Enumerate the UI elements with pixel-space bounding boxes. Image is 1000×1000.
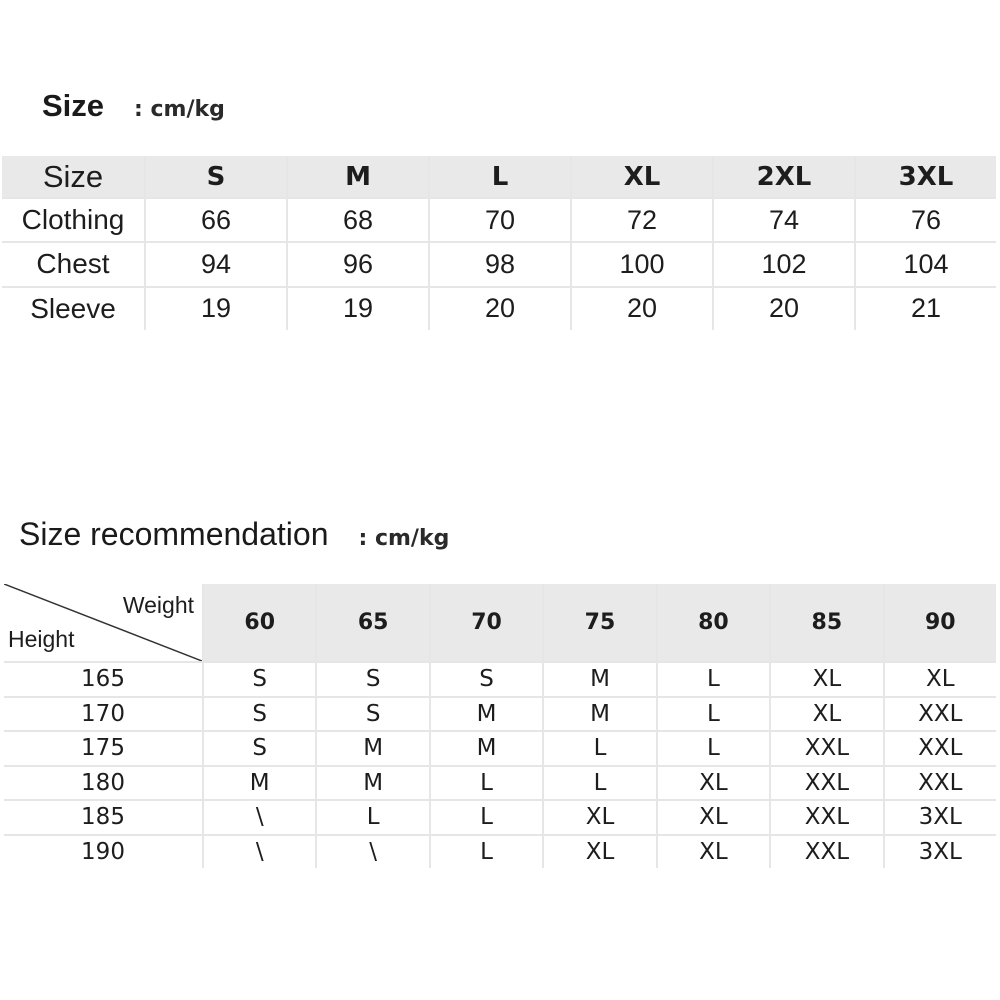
recommendation-cell: S [317,663,428,696]
recommendation-cell: L [544,767,655,800]
size-column-header: 3XL [856,156,996,197]
weight-column-header: 70 [431,584,542,661]
height-row-label: 175 [4,732,202,765]
recommendation-table [4,584,996,868]
recommendation-cell: L [544,732,655,765]
recommendation-heading-unit: : cm/kg [358,526,450,551]
size-table-cell: 72 [572,199,712,241]
recommendation-cell: S [204,663,315,696]
size-table [2,156,996,330]
recommendation-cell: M [317,732,428,765]
size-column-header: 2XL [714,156,854,197]
size-table-cell: 19 [146,288,286,330]
recommendation-cell: XXL [885,732,996,765]
recommendation-cell: XL [771,698,882,731]
recommendation-cell: S [431,663,542,696]
recommendation-cell: S [204,732,315,765]
size-table-cell: 20 [714,288,854,330]
recommendation-cell: \ [204,836,315,869]
size-table-cell: 19 [288,288,428,330]
height-row-label: 170 [4,698,202,731]
size-table-cell: 66 [146,199,286,241]
weight-column-header: 65 [317,584,428,661]
recommendation-cell: M [544,663,655,696]
size-table-cell: 100 [572,243,712,285]
weight-axis-label: Weight [122,592,194,618]
recommendation-cell: XXL [771,767,882,800]
recommendation-cell: XL [885,663,996,696]
size-table-cell: 68 [288,199,428,241]
size-heading-title: Size [42,88,105,123]
size-table-cell: 96 [288,243,428,285]
recommendation-cell: L [658,732,769,765]
size-table-cell: 20 [572,288,712,330]
size-table-cell: 102 [714,243,854,285]
recommendation-cell: L [431,836,542,869]
recommendation-heading-title: Size recommendation [19,516,329,552]
weight-column-header: 90 [885,584,996,661]
recommendation-corner-cell [4,584,202,661]
height-row-label: 180 [4,767,202,800]
size-table-cell: 94 [146,243,286,285]
recommendation-cell: XL [544,801,655,834]
recommendation-cell: L [658,698,769,731]
size-table-cell: 20 [430,288,570,330]
recommendation-cell: XL [658,801,769,834]
height-row-label: 165 [4,663,202,696]
recommendation-cell: L [431,767,542,800]
size-table-cell: 74 [714,199,854,241]
recommendation-cell: 3XL [885,836,996,869]
recommendation-cell: XXL [885,698,996,731]
recommendation-cell: XXL [771,801,882,834]
height-axis-label: Height [8,626,75,652]
size-table-cell: 76 [856,199,996,241]
recommendation-cell: XL [544,836,655,869]
recommendation-cell: \ [204,801,315,834]
recommendation-cell: XL [771,663,882,696]
recommendation-heading [19,516,449,553]
height-row-label: 185 [4,801,202,834]
recommendation-cell: L [658,663,769,696]
size-table-cell: 70 [430,199,570,241]
recommendation-cell: M [204,767,315,800]
weight-column-header: 60 [204,584,315,661]
recommendation-cell: L [431,801,542,834]
size-column-header: S [146,156,286,197]
size-column-header: M [288,156,428,197]
size-table-cell: 21 [856,288,996,330]
recommendation-cell: 3XL [885,801,996,834]
recommendation-cell: \ [317,836,428,869]
size-heading-unit: : cm/kg [134,97,225,122]
weight-column-header: 80 [658,584,769,661]
size-table-corner-label: Size [2,156,144,197]
height-row-label: 190 [4,836,202,869]
size-column-header: XL [572,156,712,197]
weight-column-header: 75 [544,584,655,661]
recommendation-cell: XL [658,836,769,869]
size-heading [42,88,225,124]
recommendation-cell: S [317,698,428,731]
recommendation-cell: S [204,698,315,731]
recommendation-cell: M [431,732,542,765]
recommendation-cell: XXL [885,767,996,800]
size-row-label: Chest [2,243,144,285]
size-table-cell: 98 [430,243,570,285]
recommendation-cell: XXL [771,836,882,869]
recommendation-cell: M [544,698,655,731]
size-row-label: Sleeve [2,288,144,330]
size-row-label: Clothing [2,199,144,241]
size-table-cell: 104 [856,243,996,285]
recommendation-cell: M [431,698,542,731]
recommendation-cell: XXL [771,732,882,765]
recommendation-cell: L [317,801,428,834]
size-column-header: L [430,156,570,197]
recommendation-cell: XL [658,767,769,800]
weight-column-header: 85 [771,584,882,661]
recommendation-cell: M [317,767,428,800]
